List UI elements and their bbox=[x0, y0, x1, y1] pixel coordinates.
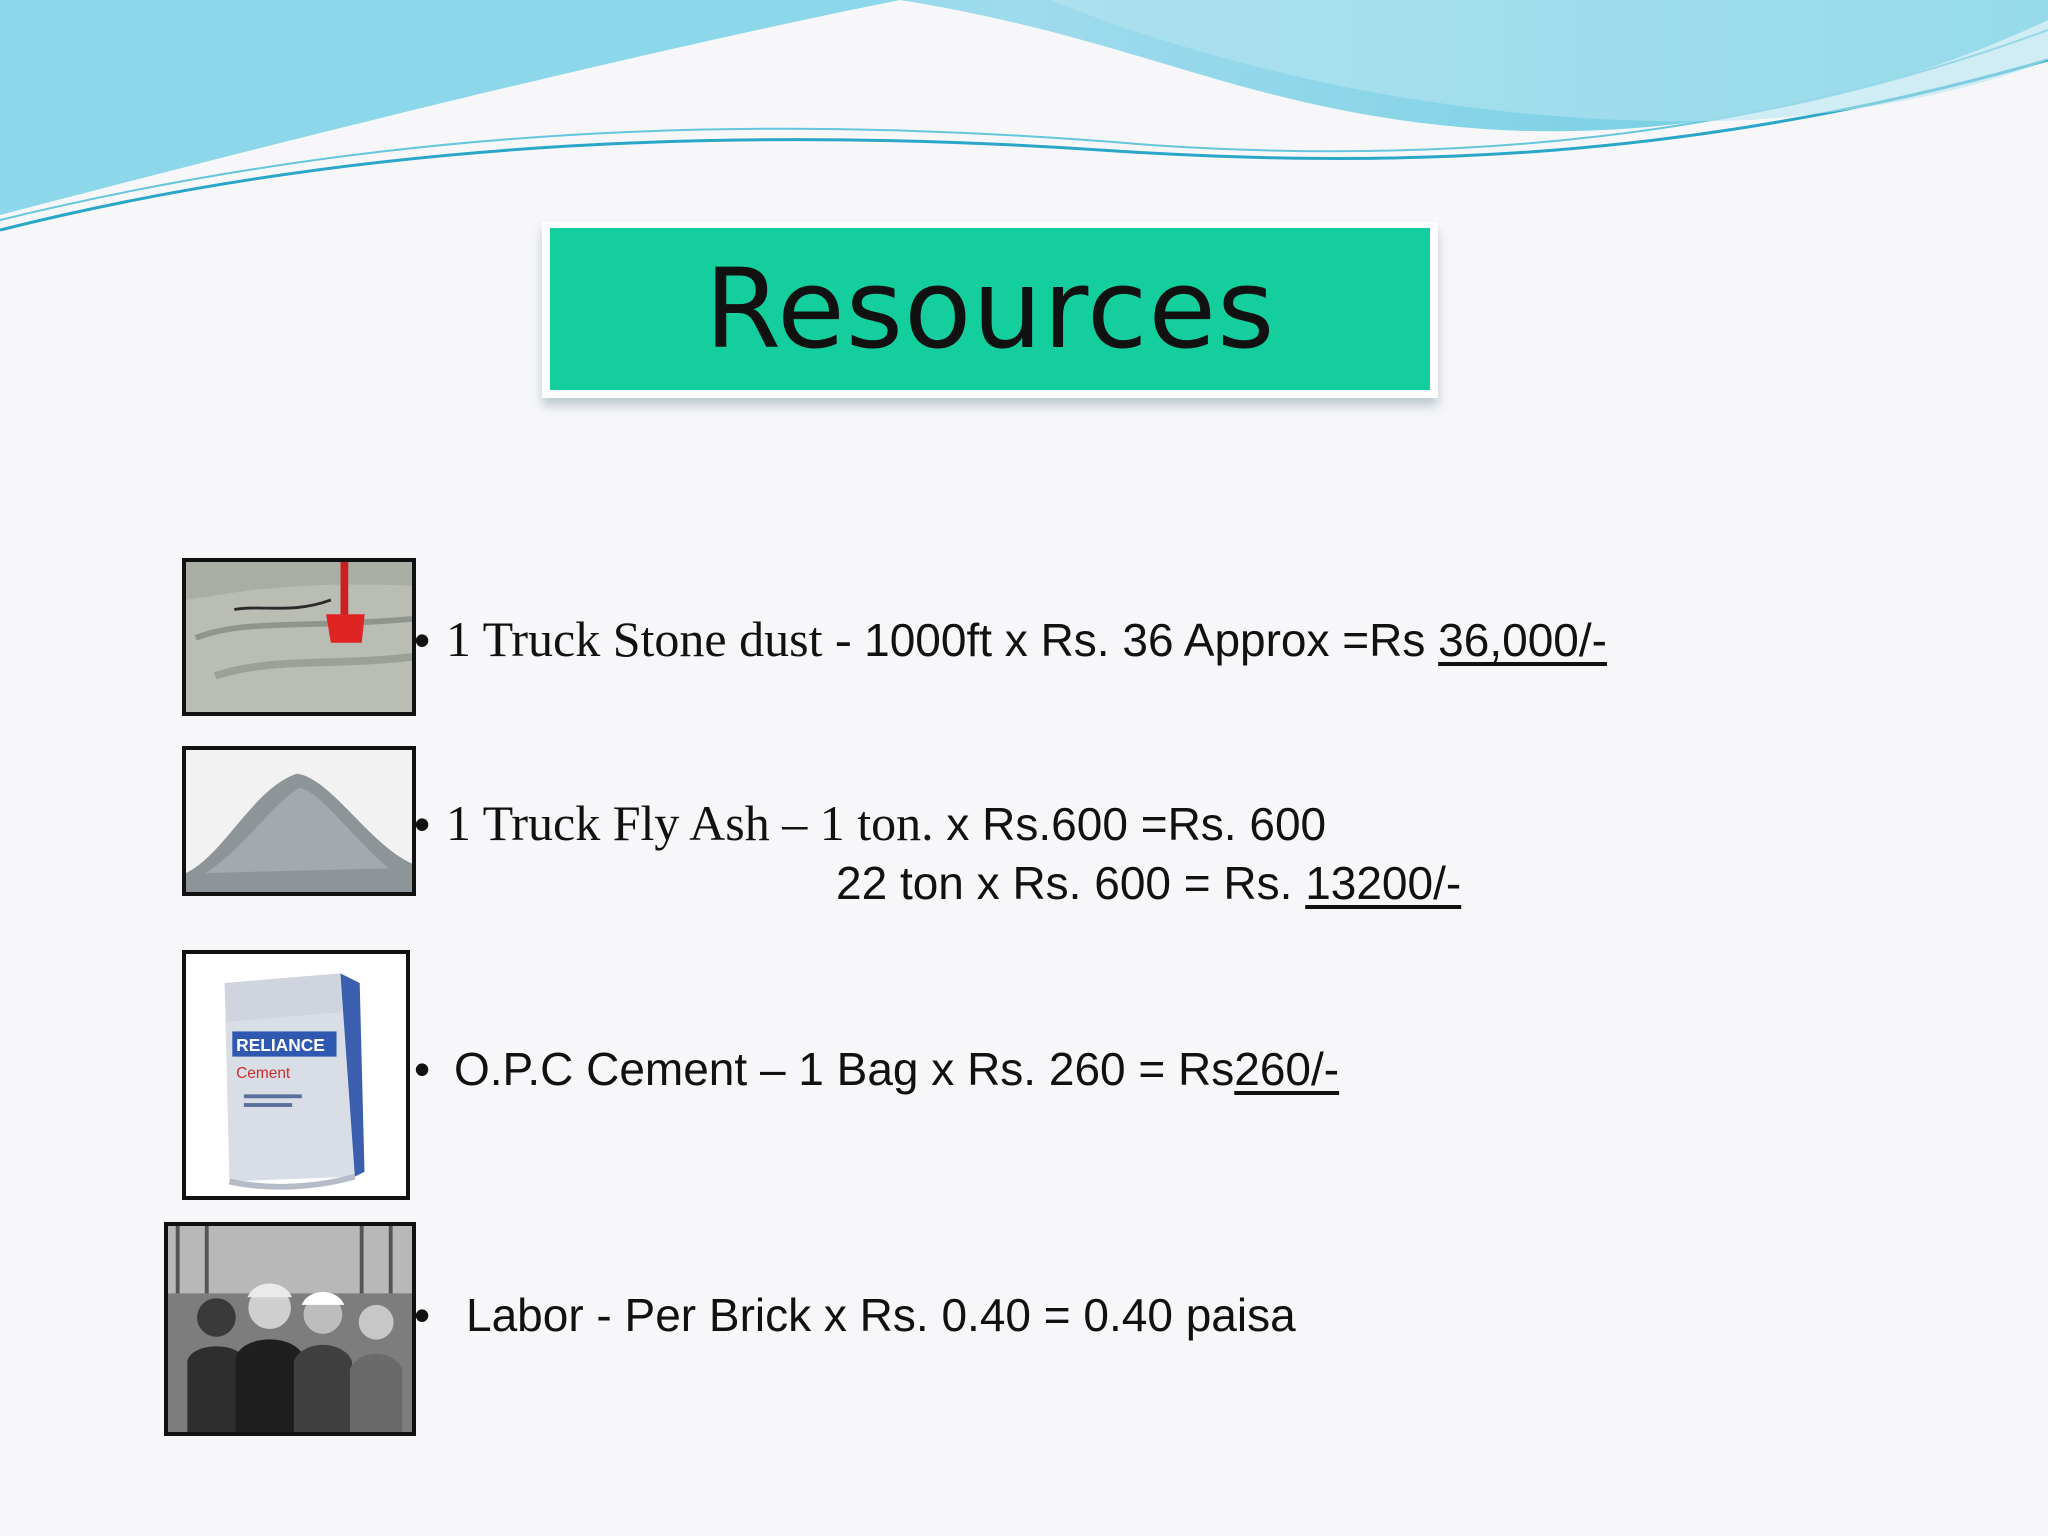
resource-item-labor bbox=[414, 1290, 1296, 1341]
resource-item-stone-dust bbox=[414, 612, 1607, 667]
item-calculation: O.P.C Cement – 1 Bag x Rs. 260 = Rs bbox=[454, 1043, 1235, 1095]
slide-title: Resources bbox=[704, 245, 1276, 373]
title-banner bbox=[550, 228, 1430, 390]
cement-bag-image bbox=[182, 950, 410, 1200]
item-calculation: x Rs.600 =Rs. 600 bbox=[933, 798, 1327, 850]
cement-brand-label: RELIANCE bbox=[236, 1034, 325, 1055]
bullet: • bbox=[414, 614, 431, 666]
bullet: • bbox=[414, 1043, 431, 1095]
fly-ash-image bbox=[182, 746, 416, 896]
resource-item-cement bbox=[414, 1044, 1339, 1095]
item-amount: 260/- bbox=[1234, 1043, 1340, 1095]
decorative-wave bbox=[0, 0, 2048, 240]
bullet: • bbox=[414, 1289, 431, 1341]
item-calculation: 1000ft x Rs. 36 Approx =Rs bbox=[864, 614, 1439, 666]
item-calculation: 22 ton x Rs. 600 = Rs. bbox=[836, 857, 1306, 909]
cement-product-label: Cement bbox=[236, 1064, 291, 1082]
item-calculation: Labor - Per Brick x Rs. 0.40 = 0.40 paisa bbox=[466, 1289, 1296, 1341]
item-amount: 36,000/- bbox=[1438, 614, 1607, 666]
bullet: • bbox=[414, 798, 431, 850]
item-label: 1 Truck Fly Ash – 1 ton. bbox=[446, 795, 934, 851]
resource-item-fly-ash bbox=[414, 796, 1326, 851]
resource-item-fly-ash-line2 bbox=[836, 858, 1461, 909]
stone-dust-image bbox=[182, 558, 416, 716]
title-box bbox=[542, 222, 1438, 398]
item-label: 1 Truck Stone dust - bbox=[446, 611, 865, 667]
item-amount: 13200/- bbox=[1305, 857, 1462, 909]
labor-workers-image bbox=[164, 1222, 416, 1436]
